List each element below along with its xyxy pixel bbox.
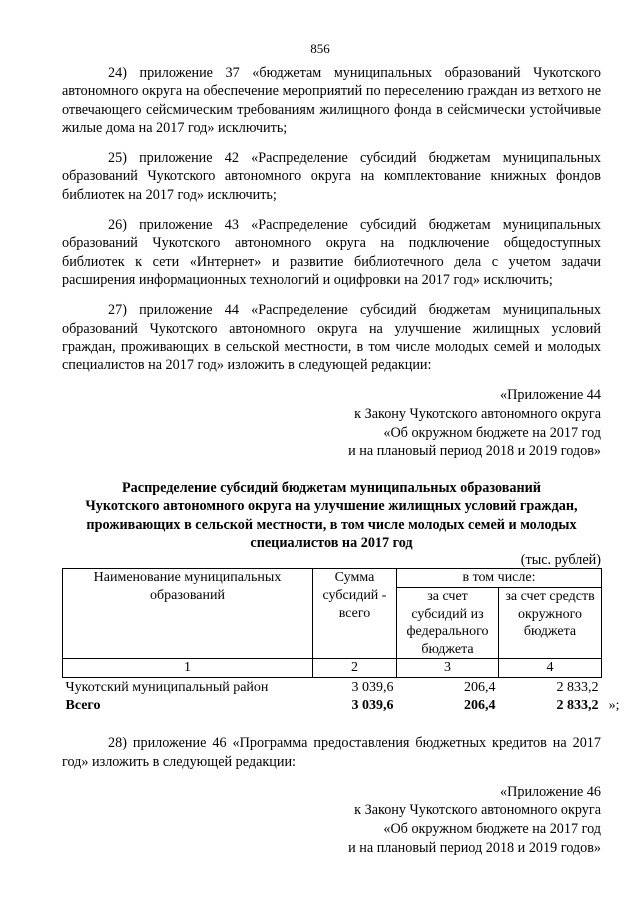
- table-title-line: специалистов на 2017 год: [250, 535, 413, 552]
- appendix-46-heading: [62, 783, 601, 857]
- header-sum: Сумма субсидий - всего: [313, 569, 397, 659]
- header-including: в том числе:: [397, 569, 602, 588]
- cell-sum: 3 039,6: [351, 680, 394, 696]
- page-number: 856: [310, 41, 330, 56]
- cell-district: 2 833,2: [556, 680, 599, 696]
- appendix-44-line: к Закону Чукотского автономного округа: [354, 406, 601, 423]
- total-district-cell: [499, 697, 620, 715]
- total-district: 2 833,2: [556, 697, 599, 713]
- paragraph-item-26: 26) приложение 43 «Распределение субсидий бюджетам муниципальных образований Чукотского автономного округа на подключение общедоступных библиотек к сети «Интернет» и развитие библиотечного дела с учетом задачи расширения информационных технологий и оцифровки на 2017 год» исключить;: [62, 217, 601, 288]
- units-label: (тыс. рублей): [520, 552, 601, 569]
- paragraph-item-24: 24) приложение 37 «бюджетам муниципальных образований Чукотского автономного округа на обеспечение мероприятий по переселению граждан из ветхого не отвечающего сейсмическим требованиям жилищного фонда в сейсмически устойчивые жилые дома на 2017 год» исключить;: [62, 65, 601, 136]
- total-label: Всего: [65, 697, 101, 713]
- total-federal: 206,4: [464, 697, 496, 713]
- cell-federal: 206,4: [464, 680, 496, 696]
- table-title-line: Распределение субсидий бюджетам муниципальных образований: [122, 479, 541, 496]
- cell-name: Чукотский муниципальный район: [65, 680, 269, 696]
- table-title-line: Чукотского автономного округа на улучшение жилищных условий граждан,: [85, 498, 578, 515]
- appendix-46-line: «Приложение 46: [500, 783, 601, 800]
- appendix-46-line: к Закону Чукотского автономного округа: [354, 802, 601, 819]
- header-name: Наименование муниципальных образований: [63, 569, 313, 659]
- paragraph-item-25: 25) приложение 42 «Распределение субсидий бюджетам муниципальных образований Чукотского автономного округа на комплектование книжных фондов библиотек на 2017 год» исключить;: [62, 150, 601, 203]
- appendix-44-line: и на плановый период 2018 и 2019 годов»: [348, 443, 601, 460]
- table-column-numbers-row: [63, 659, 602, 678]
- appendix-46-line: и на плановый период 2018 и 2019 годов»: [348, 839, 601, 856]
- closing-quote-mark: »;: [608, 697, 620, 713]
- paragraph-item-27: 27) приложение 44 «Распределение субсидий бюджетам муниципальных образований Чукотского автономного округа на улучшение жилищных условий граждан, проживающих в сельской местности, в том числе молодых семей и молодых специалистов на 2017 год» изложить в следующей редакции:: [62, 302, 601, 374]
- table-row: [63, 678, 602, 697]
- table-header-row: [63, 569, 602, 588]
- header-federal: за счет субсидий из федерального бюджета: [397, 588, 499, 659]
- col-number: 3: [397, 659, 499, 678]
- col-number: 2: [313, 659, 397, 678]
- appendix-44-line: «Об окружном бюджете на 2017 год: [383, 424, 601, 441]
- appendix-44-line: «Приложение 44: [500, 387, 601, 404]
- total-sum: 3 039,6: [351, 697, 394, 713]
- table-total-row: [63, 697, 602, 715]
- document-body: [62, 64, 620, 875]
- paragraph-item-28: 28) приложение 46 «Программа предоставления бюджетных кредитов на 2017 год» изложить в следующей редакции:: [62, 735, 601, 770]
- appendix-44-heading: [62, 386, 601, 460]
- subsidy-table: [62, 568, 620, 714]
- header-district: за счет средств окружного бюджета: [499, 588, 602, 659]
- table-title-line: проживающих в сельской местности, в том числе молодых семей и молодых: [86, 516, 577, 533]
- col-number: 1: [63, 659, 313, 678]
- table-title: [62, 479, 601, 553]
- appendix-46-line: «Об окружном бюджете на 2017 год: [383, 820, 601, 837]
- col-number: 4: [499, 659, 602, 678]
